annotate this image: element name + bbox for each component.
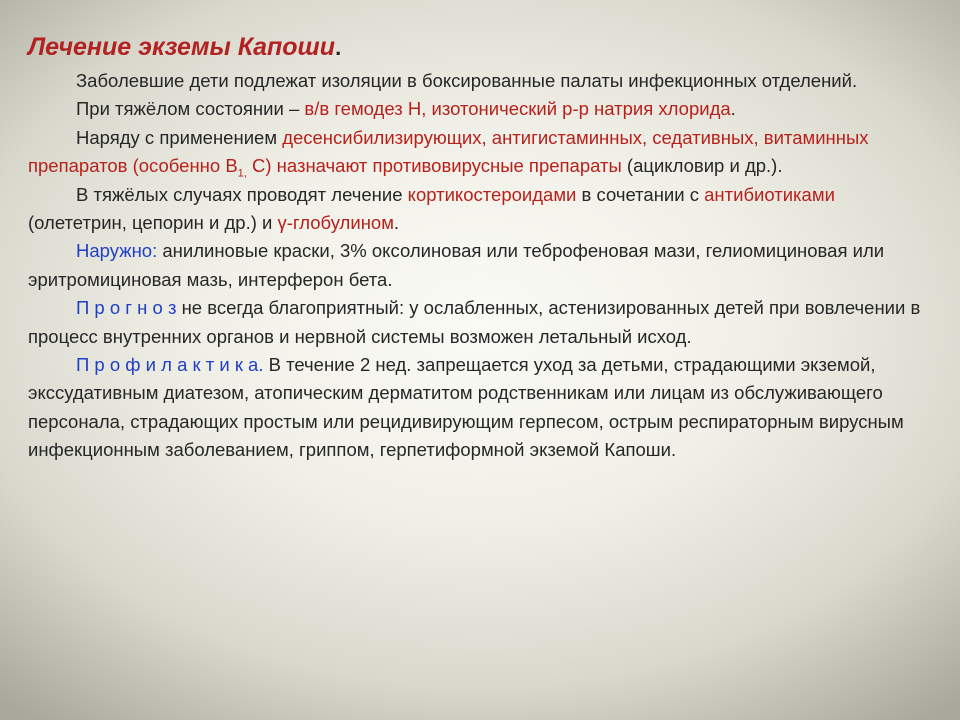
vitamin-b-subscript: 1, (237, 167, 247, 180)
isolation-text: Заболевшие дети подлежат изоляции в боксированные палаты инфекционных отделений. (76, 70, 858, 91)
drugs-list-part1: десенсибилизирующих, антигистаминных, седативных, витаминных препаратов (особенно В (28, 126, 869, 177)
paragraph-severe-cases (28, 181, 938, 238)
external-heading: Наружно: (76, 240, 158, 262)
external-text: анилиновые краски, 3% оксолиновая или теброфеновая мази, гелиомициновая или эритромициновая мазь, интерферон бета. (28, 240, 885, 290)
paragraph-prognosis (28, 294, 938, 351)
slide-title-text: Лечение экземы Капоши (28, 33, 336, 61)
severe-cases-mid1: в сочетании с (576, 183, 705, 205)
drugs-lead: Наряду с применением (76, 126, 283, 148)
severe-state-tail: . (730, 98, 736, 120)
paragraph-isolation (28, 67, 938, 95)
slide-content (28, 30, 938, 465)
slide-title-dot: . (335, 35, 342, 60)
prevention-text: В течение 2 нед. запрещается уход за детьми, страдающими экземой, экссудативным диатезом, атопическим дерматитом родственникам или лицам из обслуживающего персонала, страдающих простым или рецидивирующим герпесом, острым респираторным вирусным инфекционным заболеванием, гриппом, герпетиформной экземой Капоши. (28, 354, 904, 461)
paragraph-severe-state (28, 95, 938, 123)
paragraph-external (28, 237, 938, 294)
slide-title (28, 30, 938, 65)
drugs-tail: (ацикловир и др.). (621, 155, 783, 177)
paragraph-drugs (28, 124, 938, 181)
prognosis-heading: П р о г н о з (76, 297, 177, 319)
severe-cases-mid2: (олететрин, цепорин и др.) и (28, 212, 278, 234)
drugs-list-part2: С) назначают противовирусные препараты (246, 155, 622, 177)
severe-cases-tail: . (393, 212, 400, 234)
severe-state-treatment: в/в гемодез Н, изотонический р-р натрия хлорида (304, 98, 731, 120)
severe-state-lead: При тяжёлом состоянии – (76, 98, 305, 120)
antibiotics-term: антибиотиками (704, 183, 835, 205)
gamma-globulin-term: γ-глобулином (277, 212, 394, 234)
prognosis-text: не всегда благоприятный: у ослабленных, астенизированных детей при вовлечении в процесс внутренних органов и нервной системы возможен летальный исход. (28, 297, 921, 347)
prevention-heading: П р о ф и л а к т и к а. (76, 354, 264, 376)
corticosteroids-term: кортикостероидами (407, 183, 577, 205)
severe-cases-lead: В тяжёлых случаях проводят лечение (76, 183, 408, 205)
paragraph-prevention (28, 351, 938, 465)
